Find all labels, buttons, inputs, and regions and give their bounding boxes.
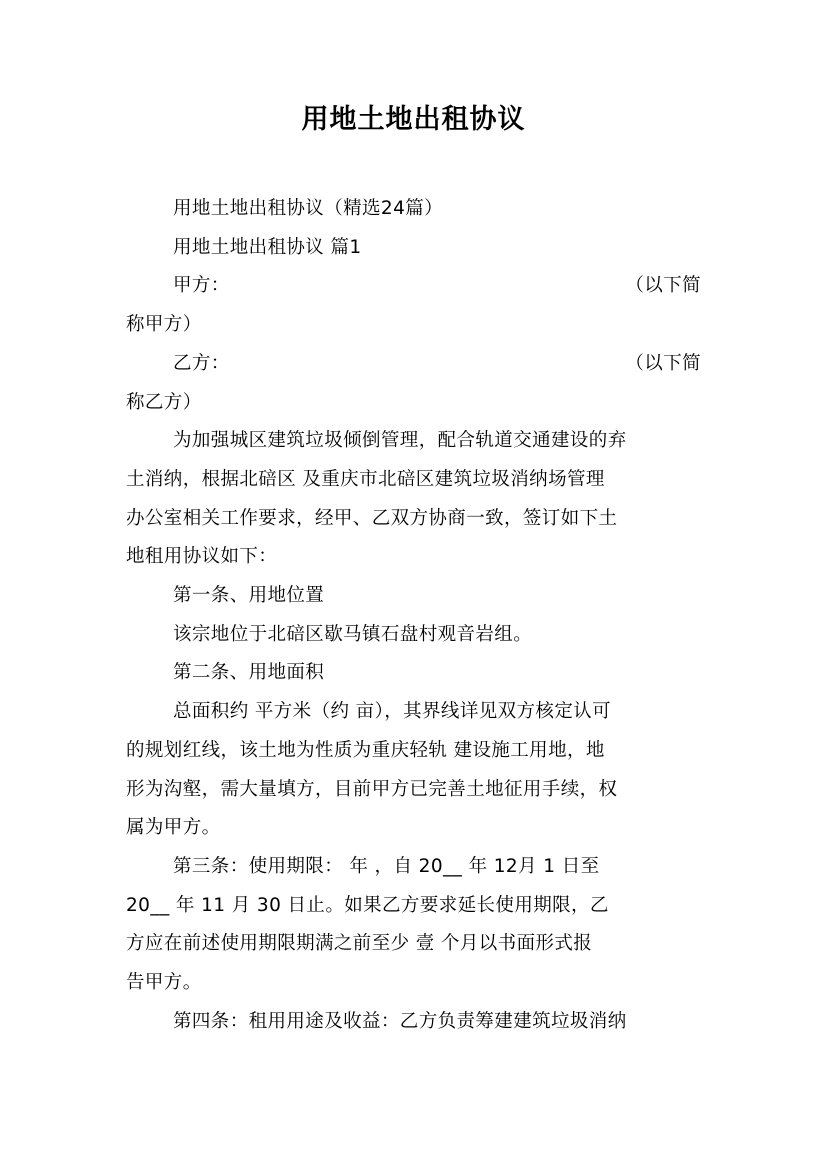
- article-2-line-1: 总面积约 平方米（约 亩），其界线详见双方核定认可: [173, 701, 612, 723]
- article-3-line-4: 告甲方。: [126, 972, 202, 994]
- party-a-line: [126, 267, 701, 306]
- document-body: [126, 190, 701, 1041]
- article-4-line-1: 第四条：租用用途及收益：乙方负责筹建建筑垃圾消纳: [173, 1010, 627, 1032]
- document-title: 用地土地出租协议: [301, 104, 526, 135]
- article-2-line-4: 属为甲方。: [126, 817, 221, 839]
- party-a-note-cont: 称甲方）: [126, 314, 202, 336]
- party-a-label: 甲方：: [173, 275, 230, 297]
- preamble-line-4: 地租用协议如下：: [126, 546, 278, 568]
- article-2-line-2: 的规划红线，该土地为性质为重庆轻轨 建设施工用地，地: [126, 739, 605, 761]
- article-3-line-1: 第三条：使用期限： 年 ，自 20__ 年 12月 1 日至: [173, 855, 600, 877]
- preamble-line-1: 为加强城区建筑垃圾倾倒管理，配合轨道交通建设的弃: [173, 430, 627, 452]
- article-2-line-3: 形为沟壑，需大量填方，目前甲方已完善土地征用手续，权: [126, 778, 618, 800]
- party-b-label: 乙方：: [173, 352, 230, 374]
- piece-heading: 用地土地出租协议 篇1: [173, 236, 362, 258]
- intro-line: 用地土地出租协议（精选24篇）: [173, 198, 444, 219]
- preamble-line-3: 办公室相关工作要求，经甲、乙双方协商一致，签订如下土: [126, 507, 618, 529]
- article-3-line-2: 20__ 年 11 月 30 日止。如果乙方要求延长使用期限，乙: [126, 894, 609, 916]
- party-b-line: [126, 345, 701, 384]
- article-1-title: 第一条、用地位置: [173, 585, 325, 607]
- article-2-title: 第二条、用地面积: [173, 662, 325, 684]
- article-1-text: 该宗地位于北碚区歇马镇石盘村观音岩组。: [173, 623, 533, 645]
- article-3-line-3: 方应在前述使用期限期满之前至少 壹 个月以书面形式报: [126, 933, 593, 955]
- party-b-note: （以下简: [625, 352, 701, 374]
- party-b-note-cont: 称乙方）: [126, 391, 202, 413]
- preamble-line-2: 土消纳，根据北碚区 及重庆市北碚区建筑垃圾消纳场管理: [126, 468, 605, 490]
- party-a-note: （以下简: [625, 275, 701, 297]
